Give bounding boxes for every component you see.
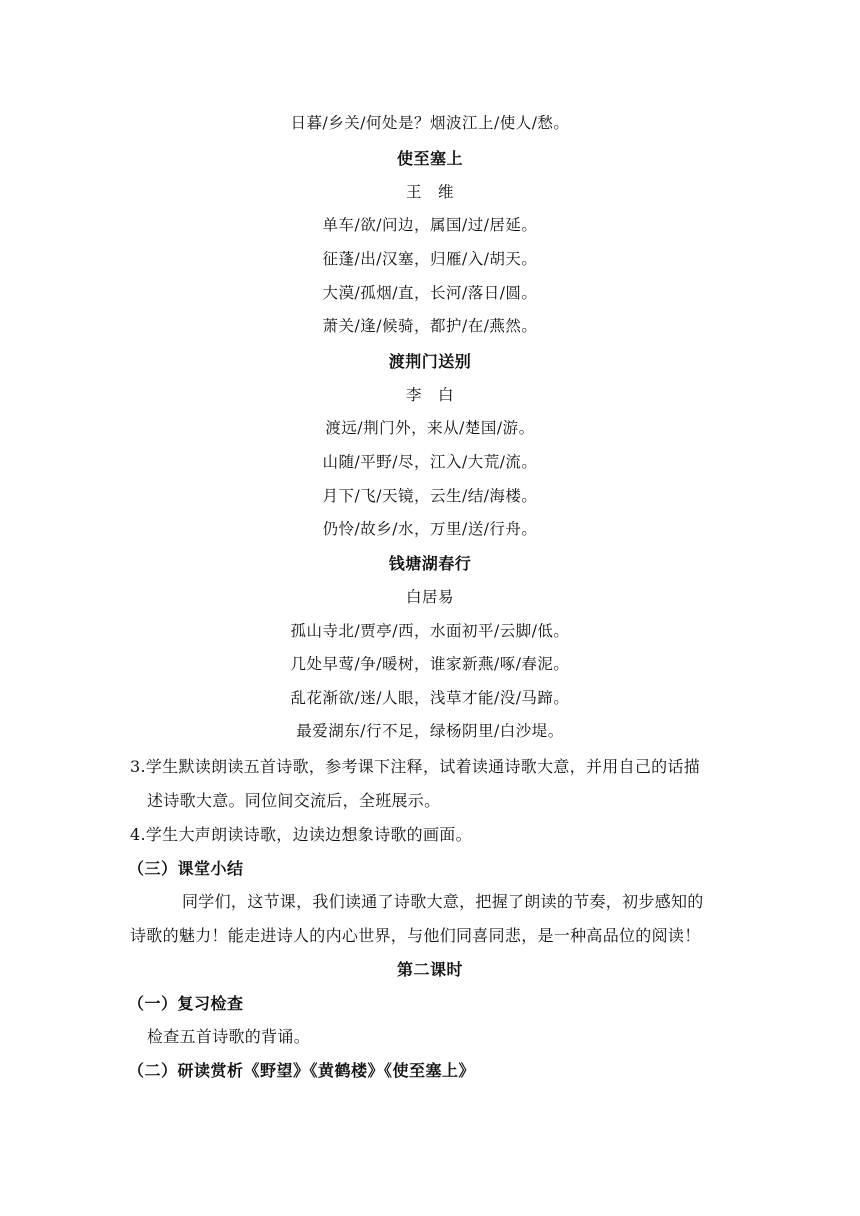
review-heading: （一）复习检查: [128, 994, 244, 1013]
lesson-2-title: 第二课时: [396, 960, 463, 979]
summary-heading: （三）课堂小结: [128, 859, 244, 878]
poem-line: 仍怜/故乡/水，万里/送/行舟。: [322, 520, 538, 538]
poem-line: 孤山寺北/贾亭/西，水面初平/云脚/低。: [290, 622, 570, 640]
review-text: 检查五首诗歌的背诵。: [147, 1027, 311, 1046]
poem-line: 渡远/荆门外，来从/楚国/游。: [325, 419, 535, 437]
study-heading: （二）研读赏析《野望》《黄鹤楼》《使至塞上》: [128, 1061, 476, 1080]
poem-line: 月下/飞/天镜，云生/结/海楼。: [322, 487, 538, 505]
poem-title: 使至塞上: [396, 149, 463, 168]
poem-line: 日暮/乡关/何处是？烟波江上/使人/愁。: [290, 114, 570, 132]
poem-line: 征蓬/出/汉塞，归雁/入/胡天。: [322, 250, 538, 268]
poem-line: 山随/平野/尽，江入/大荒/流。: [322, 453, 538, 471]
poem-author: 王 维: [405, 183, 454, 201]
poem-title: 渡荆门送别: [388, 352, 472, 371]
step-3-line-2: 述诗歌大意。同位间交流后，全班展示。: [147, 791, 441, 810]
summary-line-1: 同学们，这节课，我们读通了诗歌大意，把握了朗读的节奏，初步感知的: [182, 892, 704, 911]
poem-line: 大漠/孤烟/直，长河/落日/圆。: [322, 284, 538, 302]
poem-line: 单车/欲/问边，属国/过/居延。: [322, 216, 538, 234]
poem-title: 钱塘湖春行: [388, 554, 472, 573]
step-4: 4.学生大声朗读诗歌，边读边想象诗歌的画面。: [130, 825, 472, 844]
poem-line: 最爱湖东/行不足，绿杨阴里/白沙堤。: [296, 722, 564, 740]
poem-line: 萧关/逢/候骑，都护/在/燕然。: [322, 317, 538, 335]
step-3-line-1: 3.学生默读朗读五首诗歌，参考课下注释，试着读通诗歌大意，并用自己的话描: [130, 757, 701, 776]
poem-author: 白居易: [405, 588, 454, 606]
summary-line-2: 诗歌的魅力！能走进诗人的内心世界，与他们同喜同悲，是一种高品位的阅读！: [130, 926, 701, 945]
poem-line: 乱花渐欲/迷/人眼，浅草才能/没/马蹄。: [290, 689, 570, 707]
poem-author: 李 白: [405, 386, 454, 404]
poem-line: 几处早莺/争/暖树，谁家新燕/啄/春泥。: [290, 655, 570, 673]
